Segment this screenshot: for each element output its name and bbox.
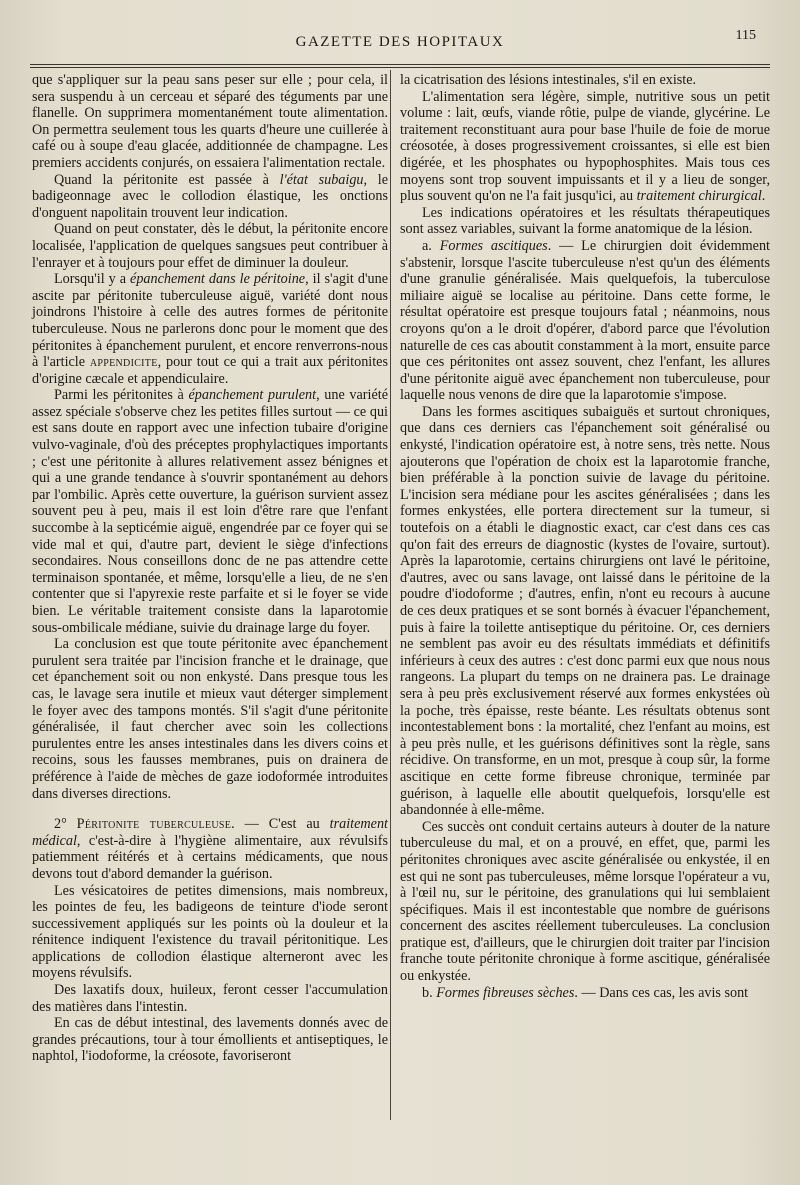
paragraph: la cicatrisation des lésions intestinales, s'il en existe. <box>400 72 697 88</box>
paragraph: Dans les formes ascitiques subaiguës et surtout chroniques, que dans ces derniers cas l'épanchement soit généralisé ou enkysté, l'indication opératoire est, à notre sens, très nette. Nous ajouterons que l'opération de choix est la laparotomie franche, bien préférable à la ponction suivie de lavage du péritoine. L'incision sera médiane pour les ascites généralisées ; dans les formes enkystées, elle portera directement sur la tumeur, si toutefois on a établi le diagnostic exact, car c'est dans ces cas qu'on fait des erreurs de diagnostic (kystes de l'ovaire, surtout). Après la laparotomie, certains chirurgiens ont lavé le péritoine, d'autres, avec ou sans lavage, ont laissé dans le péritoine de la poudre d'iodoforme ; d'autres, enfin, n'ont eu recours à aucune de ces deux pratiques et se sont bornés à évacuer l'épanchement, puis à faire la toilette antiseptique du péritoine. Or, ces derniers ne semblent pas avoir eu des résultats immédiats et définitifs inférieurs à ceux des autres : c'est donc parmi eux que nous nous rangeons. La plupart du temps on ne drainera pas. Le drainage sera à peu près exclusivement réservé aux formes enkystées où la poche, très épaisse, reste béante. Les résultats obtenus sont incontestablement bons : la mortalité, chez l'enfant au moins, est à peu près nulle, et les guérisons définitives sont la règle, sans récidive. On transforme, en un mot, presque à coup sûr, la forme ascitique en cette forme fibreuse chronique, terminée par guérison, à laquelle elle aboutit quelquefois, lorsqu'elle est abandonnée à elle-même. <box>400 403 770 819</box>
right-column <box>400 72 770 1001</box>
header-rule <box>30 64 770 65</box>
left-column <box>32 72 388 1065</box>
page-number: 115 <box>735 28 756 43</box>
paragraph: Des laxatifs doux, huileux, feront cesser l'accumulation des matières dans l'intestin. <box>32 982 388 1015</box>
paragraph: En cas de début intestinal, des lavements donnés avec de grandes précautions, tour à tour émollients et antiseptiques, le naphtol, l'iodoforme, la créosote, favoriseront <box>32 1015 388 1065</box>
page-header <box>30 28 770 58</box>
paragraph: Ces succès ont conduit certains auteurs à douter de la nature tuberculeuse du mal, et on a prouvé, en effet, que, parmi les péritonites chroniques avec ascite généralisée ou enkystée, il en est qui ne sont pas tuberculeuses, même lorsque l'opérateur a vu, à l'œil nu, sur le péritoine, des granulations qui lui semblaient spécifiques. Mais il est incontestable que nombre de guérisons concernent des ascites réellement tuberculeuses. La conclusion pratique est, d'ailleurs, que le chirurgien doit traiter par l'incision franche toute péritonite chronique à forme ascitique, généralisée ou enkystée. <box>400 818 770 985</box>
paragraph: L'alimentation sera légère, simple, nutritive sous un petit volume : lait, œufs, viande rôtie, pulpe de viande, glycérine. Le traitement reconstituant aura pour base l'huile de foie de morue créosotée, à doses progressivement croissantes, si elle est bien digérée, et les phosphates ou hypophosphites. Mais tous ces moyens sont trop souvent impuissants et il y a lieu de songer, plus souvent qu'on ne l'a fait jusqu'ici, au traitement chirurgical. <box>400 88 770 205</box>
paragraph: Les indications opératoires et les résultats thérapeutiques sont assez variables, suivant la forme anatomique de la lésion. <box>400 204 770 238</box>
paragraph: Les vésicatoires de petites dimensions, mais nombreux, les pointes de feu, les badigeons de teinture d'iode seront successivement appliqués sur les points où la douleur et la rénitence indiquent l'existence du travail péritonitique. Les applications de collodion élastique alterneront avec les moyens révulsifs. <box>32 882 388 982</box>
header-rule-thin <box>30 67 770 68</box>
paragraph: a. Formes ascitiques. — Le chirurgien doit évidemment s'abstenir, lorsque l'ascite tuberculeuse n'est qu'un des éléments d'une granulie généralisée. Mais quelquefois, la tuberculose miliaire aiguë se localise au péritoine. Dans cette forme, le résultat opératoire est presque toujours fatal ; néanmoins, nous croyons qu'on a le droit d'opérer, d'abord parce que l'évolution naturelle de ces cas aboutit constamment à la mort, ensuite parce que ces péritonites ont assez souvent, chez l'enfant, les allures d'une péritonite aiguë avec épanchement non tuberculeuse, pour laquelle nous venons de dire que la laparotomie s'impose. <box>400 237 770 404</box>
section-heading-paragraph: 2° Péritonite tuberculeuse. — C'est au traitement médical, c'est-à-dire à l'hygiène alimentaire, aux révulsifs patiemment réitérés et à certains médicaments, que nous devons tout d'abord demander la guérison. <box>32 816 388 882</box>
paragraph: La conclusion est que toute péritonite avec épanchement purulent sera traitée par l'incision franche et le drainage, que cet épanchement soit ou non enkysté. Dans presque tous les cas, le lavage sera inutile et mieux vaut déterger simplement le foyer avec des tampons montés. S'il s'agit d'une péritonite généralisée, il faut chercher avec soin les collections purulentes entre les anses intestinales dans les divers coins et recoins, sous les fausses membranes, puis on drainera de préférence à l'aide de mèches de gaze iodoformée introduites dans diverses directions. <box>32 636 388 802</box>
paragraph: b. Formes fibreuses sèches. — Dans ces cas, les avis sont <box>422 984 749 1001</box>
running-title: GAZETTE DES HOPITAUX <box>295 34 505 50</box>
column-divider <box>390 70 391 1120</box>
paragraph: Parmi les péritonites à épanchement purulent, une variété assez spéciale s'observe chez les petites filles surtout — ce qui est sans doute en rapport avec une infection tubaire d'origine vulvo-vaginale, d'où des préceptes prophylactiques importants ; c'est une péritonite à allures relativement assez bénignes et qui a une grande tendance à s'ouvrir spontanément au dehors par l'ombilic. Après cette ouverture, la guérison survient assez souvent peu à peu, mais il est loin d'être rare que l'enfant succombe à la septicémie aiguë, engendrée par ce foyer qui se vide mal et qui, d'autre part, devient le siège d'infections secondaires. Nous conseillons donc de ne pas attendre cette terminaison spontanée, et même, lorsqu'elle a lieu, de ne s'en contenter que si l'apyrexie reste parfaite et si le foyer se vide bien. Le véritable traitement consiste dans la laparotomie sous-ombilicale médiane, suivie du drainage large du foyer. <box>32 387 389 636</box>
paragraph: Lorsqu'il y a épanchement dans le péritoine, il s'agit d'une ascite par péritonite tuberculeuse aiguë, variété dont nous joindrons l'histoire à celle des autres formes de péritonite tuberculeuse. Nous ne parlerons donc pour le moment que des péritonites à épanchement purulent, et encore renverrons-nous à l'article appendicite, pour tout ce qui a trait aux péritonites d'origine cæcale et appendiculaire. <box>32 271 389 387</box>
paragraph: Quand la péritonite est passée à l'état subaigu, le badigeonnage avec le collodion élastique, les onctions d'onguent napolitain trouvent leur indication. <box>32 171 388 221</box>
paragraph: Quand on peut constater, dès le début, la péritonite encore localisée, l'application de quelques sangsues peut contribuer à l'enrayer et à toujours pour effet de diminuer la douleur. <box>32 221 388 271</box>
paragraph: que s'appliquer sur la peau sans peser sur elle ; pour cela, il sera suspendu à un cerceau et séparé des téguments par une flanelle. On supprimera momentanément toute alimentation. On permettra seulement tous les quarts d'heure une cuillerée à café ou à soupe d'eau glacée, additionnée de champagne. Les premiers accidents conjurés, on essaiera l'alimentation rectale. <box>32 72 388 171</box>
